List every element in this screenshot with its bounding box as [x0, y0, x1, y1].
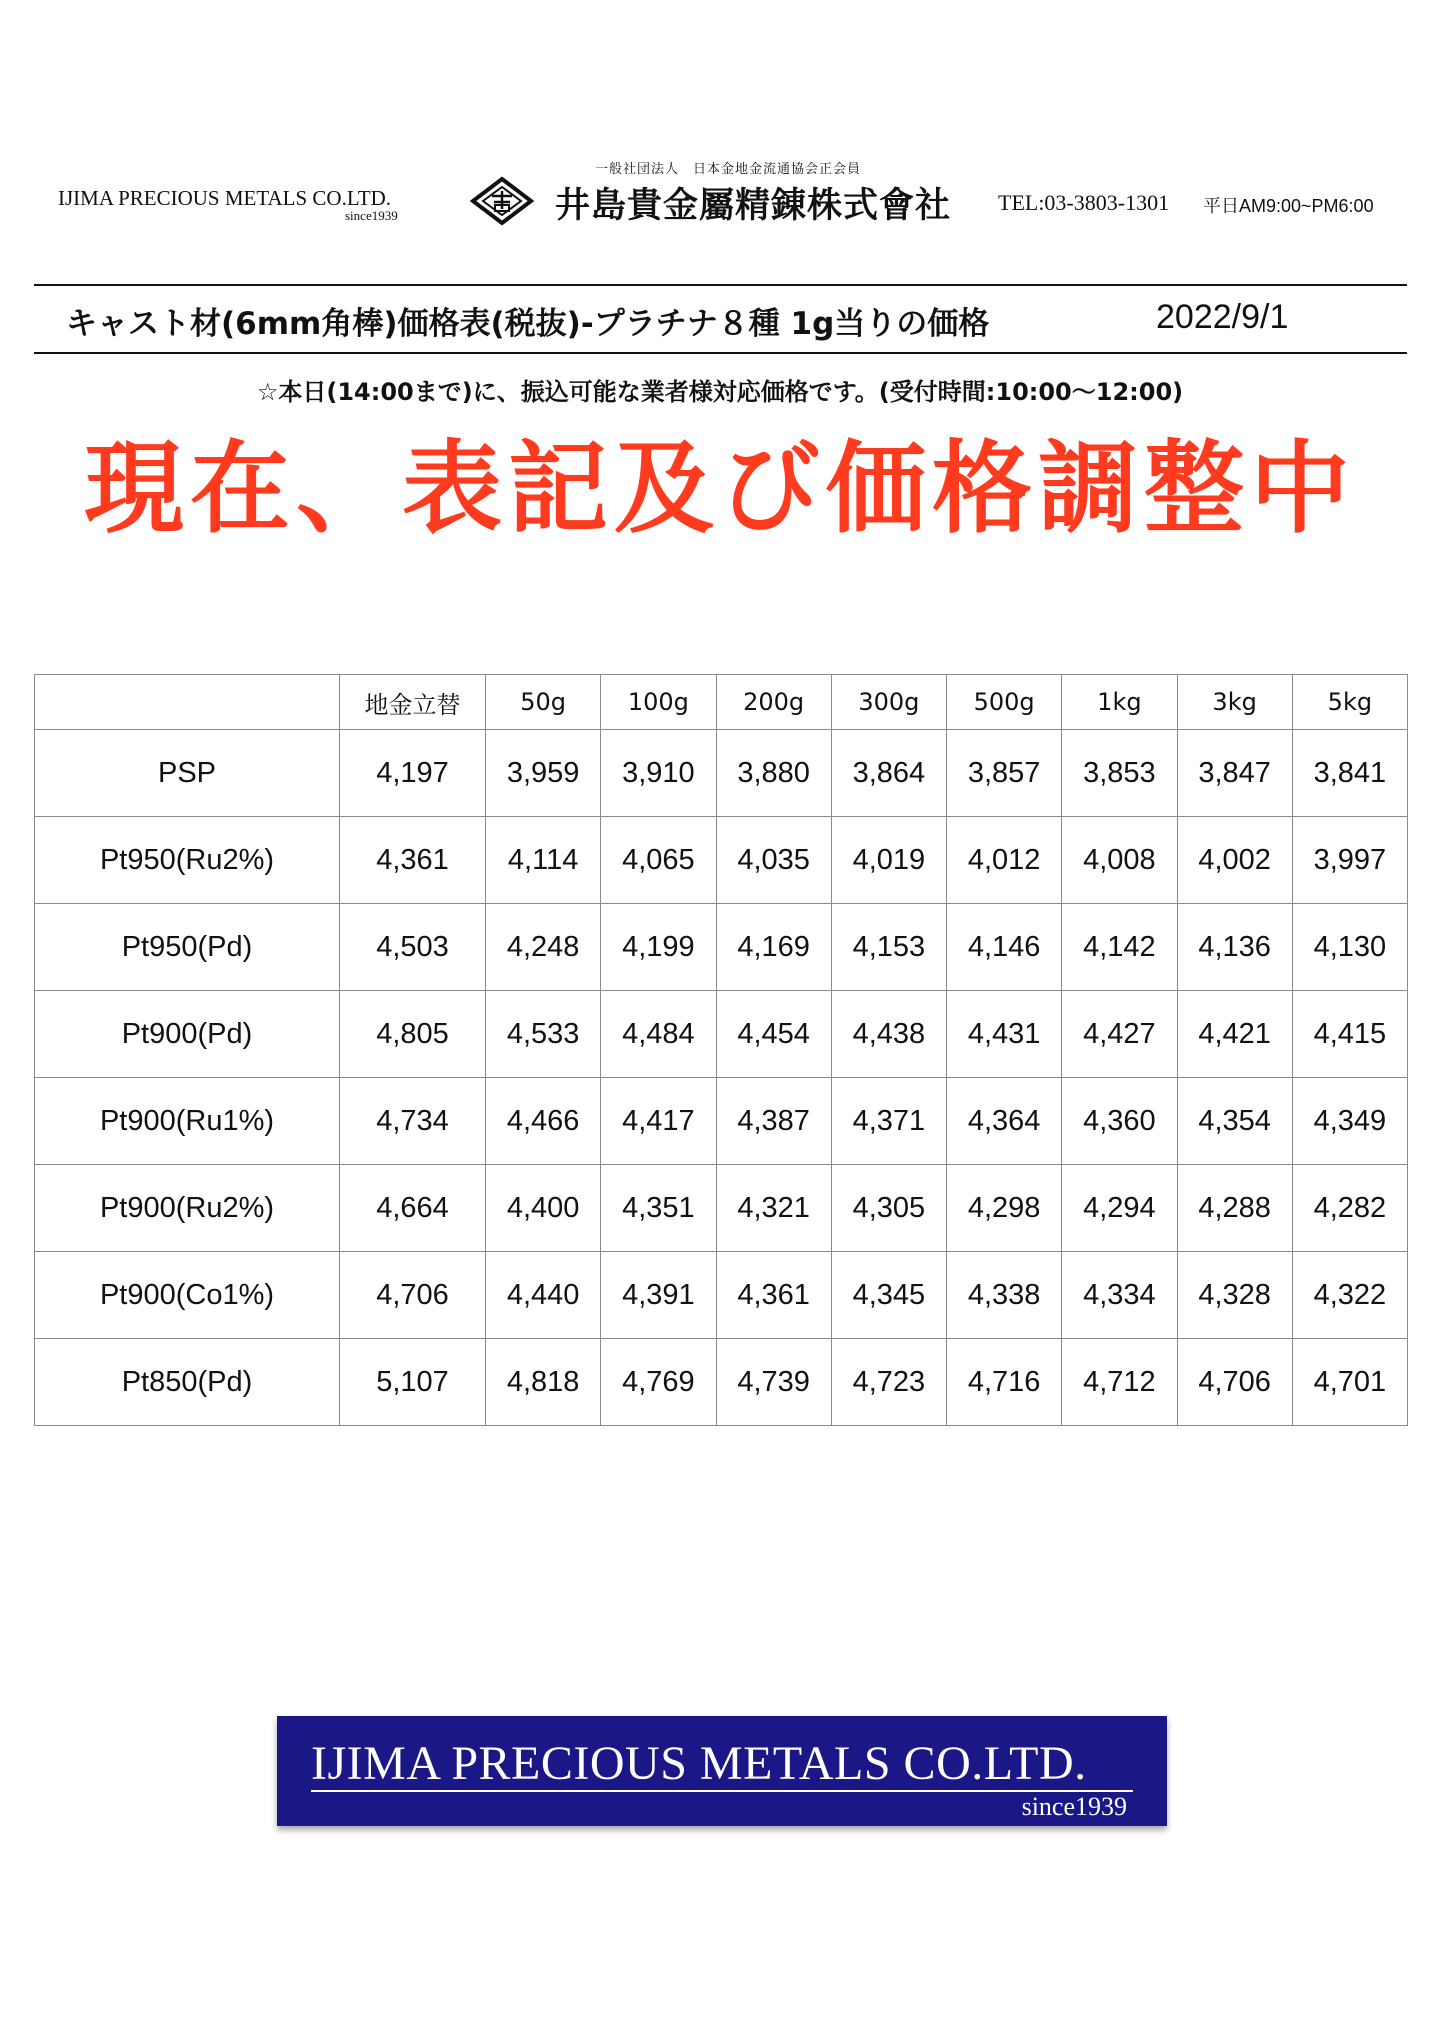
price-cell: 4,431 [947, 991, 1062, 1078]
price-cell: 5,107 [340, 1339, 486, 1426]
table-row [35, 1252, 1408, 1339]
price-cell: 4,114 [486, 817, 601, 904]
header-cell: 300g [831, 675, 946, 730]
price-cell: 4,818 [486, 1339, 601, 1426]
letterhead [0, 150, 1440, 230]
table-row [35, 817, 1408, 904]
alloy-name-cell: Pt850(Pd) [35, 1339, 340, 1426]
price-cell: 4,153 [831, 904, 946, 991]
table-row [35, 1165, 1408, 1252]
price-cell: 4,701 [1292, 1339, 1407, 1426]
header-cell: 5kg [1292, 675, 1407, 730]
since-label: since1939 [345, 208, 398, 223]
price-cell: 4,454 [716, 991, 831, 1078]
price-cell: 4,328 [1177, 1252, 1292, 1339]
price-cell: 4,533 [486, 991, 601, 1078]
price-cell: 4,716 [947, 1339, 1062, 1426]
table-row [35, 904, 1408, 991]
price-cell: 3,997 [1292, 817, 1407, 904]
price-cell: 4,438 [831, 991, 946, 1078]
price-cell: 4,734 [340, 1078, 486, 1165]
price-cell: 4,364 [947, 1078, 1062, 1165]
price-cell: 4,354 [1177, 1078, 1292, 1165]
price-cell: 4,351 [601, 1165, 716, 1252]
price-cell: 4,723 [831, 1339, 946, 1426]
price-cell: 4,298 [947, 1165, 1062, 1252]
price-cell: 4,035 [716, 817, 831, 904]
price-cell: 4,338 [947, 1252, 1062, 1339]
price-cell: 4,440 [486, 1252, 601, 1339]
price-cell: 4,019 [831, 817, 946, 904]
price-cell: 4,805 [340, 991, 486, 1078]
price-cell: 4,199 [601, 904, 716, 991]
price-cell: 4,008 [1062, 817, 1177, 904]
price-cell: 4,305 [831, 1165, 946, 1252]
table-row [35, 991, 1408, 1078]
price-cell: 4,421 [1177, 991, 1292, 1078]
price-cell: 4,169 [716, 904, 831, 991]
price-table [34, 674, 1408, 1426]
price-cell: 3,910 [601, 730, 716, 817]
price-cell: 4,142 [1062, 904, 1177, 991]
association-label: 一般社団法人 日本金地金流通協会正会員 [595, 161, 862, 176]
price-cell: 4,361 [340, 817, 486, 904]
price-cell: 4,739 [716, 1339, 831, 1426]
price-cell: 4,294 [1062, 1165, 1177, 1252]
price-cell: 4,146 [947, 904, 1062, 991]
price-cell: 3,841 [1292, 730, 1407, 817]
price-cell: 4,484 [601, 991, 716, 1078]
price-cell: 3,959 [486, 730, 601, 817]
telephone: TEL:03-3803-1301 [998, 190, 1170, 215]
price-cell: 4,012 [947, 817, 1062, 904]
table-row [35, 730, 1408, 817]
price-cell: 4,065 [601, 817, 716, 904]
price-cell: 4,197 [340, 730, 486, 817]
alloy-name-cell: Pt900(Co1%) [35, 1252, 340, 1339]
price-cell: 3,847 [1177, 730, 1292, 817]
price-cell: 4,360 [1062, 1078, 1177, 1165]
price-cell: 3,857 [947, 730, 1062, 817]
price-notice: ☆本日(14:00まで)に、振込可能な業者様対応価格です。(受付時間:10:00～12:00) [256, 378, 1184, 406]
table-header-row [35, 675, 1408, 730]
footer-company-name: IJIMA PRECIOUS METALS CO.LTD. [311, 1737, 1087, 1790]
price-cell: 4,288 [1177, 1165, 1292, 1252]
alloy-name-cell: Pt950(Pd) [35, 904, 340, 991]
price-cell: 4,248 [486, 904, 601, 991]
document-date: 2022/9/1 [1156, 298, 1289, 336]
price-cell: 3,864 [831, 730, 946, 817]
price-cell: 3,853 [1062, 730, 1177, 817]
price-cell: 4,361 [716, 1252, 831, 1339]
price-cell: 4,334 [1062, 1252, 1177, 1339]
adjustment-banner: 現在、表記及び価格調整中 [84, 429, 1356, 547]
price-cell: 4,417 [601, 1078, 716, 1165]
price-cell: 4,345 [831, 1252, 946, 1339]
alloy-name-cell: PSP [35, 730, 340, 817]
price-cell: 4,503 [340, 904, 486, 991]
price-cell: 4,391 [601, 1252, 716, 1339]
header-cell: 1kg [1062, 675, 1177, 730]
header-cell: 200g [716, 675, 831, 730]
alloy-name-cell: Pt900(Pd) [35, 991, 340, 1078]
price-cell: 4,282 [1292, 1165, 1407, 1252]
company-logo-icon [470, 176, 534, 226]
footer-underline [311, 1790, 1133, 1792]
price-cell: 4,664 [340, 1165, 486, 1252]
price-cell: 4,400 [486, 1165, 601, 1252]
price-cell: 4,349 [1292, 1078, 1407, 1165]
alloy-name-cell: Pt900(Ru1%) [35, 1078, 340, 1165]
header-cell: 500g [947, 675, 1062, 730]
alloy-name-cell: Pt900(Ru2%) [35, 1165, 340, 1252]
price-cell: 4,427 [1062, 991, 1177, 1078]
price-cell: 4,322 [1292, 1252, 1407, 1339]
price-cell: 4,321 [716, 1165, 831, 1252]
footer-since: since1939 [1021, 1792, 1127, 1821]
company-name-en: IJIMA PRECIOUS METALS CO.LTD. [58, 186, 391, 210]
header-cell: 100g [601, 675, 716, 730]
header-cell [35, 675, 340, 730]
price-cell: 3,880 [716, 730, 831, 817]
company-name-jp: 井島貴金屬精錬株式會社 [555, 186, 952, 226]
price-cell: 4,415 [1292, 991, 1407, 1078]
price-cell: 4,371 [831, 1078, 946, 1165]
price-cell: 4,769 [601, 1339, 716, 1426]
price-cell: 4,712 [1062, 1339, 1177, 1426]
header-cell: 3kg [1177, 675, 1292, 730]
price-cell: 4,387 [716, 1078, 831, 1165]
price-cell: 4,136 [1177, 904, 1292, 991]
table-row [35, 1339, 1408, 1426]
header-cell: 地金立替 [340, 675, 486, 730]
price-cell: 4,466 [486, 1078, 601, 1165]
alloy-name-cell: Pt950(Ru2%) [35, 817, 340, 904]
price-cell: 4,130 [1292, 904, 1407, 991]
table-row [35, 1078, 1408, 1165]
title-bar [34, 284, 1407, 354]
title-bottom-rule [34, 352, 1407, 354]
header-cell: 50g [486, 675, 601, 730]
price-cell: 4,706 [1177, 1339, 1292, 1426]
document-title: キャスト材(6mm角棒)価格表(税抜)-プラチナ８種 1g当りの価格 [66, 306, 990, 342]
footer-logo [277, 1716, 1167, 1826]
price-cell: 4,002 [1177, 817, 1292, 904]
business-hours: 平日AM9:00~PM6:00 [1203, 196, 1374, 216]
price-cell: 4,706 [340, 1252, 486, 1339]
